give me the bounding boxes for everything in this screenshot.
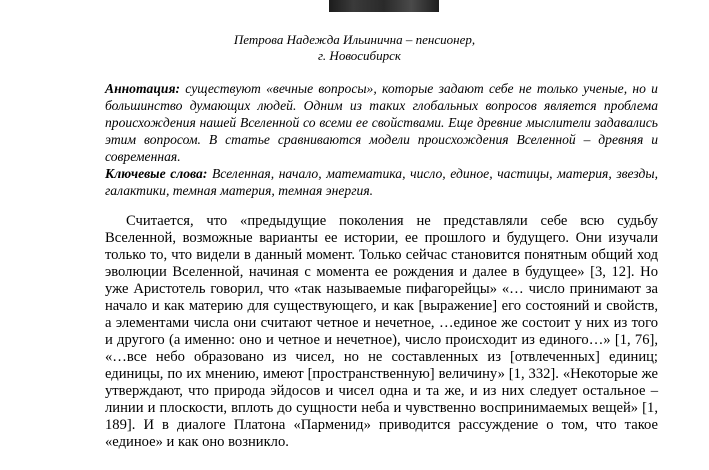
author-city: г. Новосибирск <box>318 48 401 63</box>
author-photo <box>329 0 439 12</box>
keywords-label: Ключевые слова: <box>105 166 208 181</box>
abstract-label: Аннотация: <box>105 81 180 96</box>
author-block <box>0 32 709 64</box>
keywords-text: Вселенная, начало, математика, число, единое, частицы, материя, звезды, галактики, темная материя, темная энергия. <box>105 166 658 198</box>
keywords <box>105 165 658 199</box>
author-name: Петрова Надежда Ильинична – пенсионер, <box>233 32 476 47</box>
abstract <box>105 80 658 165</box>
abstract-text: существуют «вечные вопросы», которые задают себе не только ученые, но и большинство думающих людей. Одним из таких глобальных вопросов является проблема происхождения нашей Вселенной со всеми ее свойствами. Еще древние мыслители задавались этим вопросом. В статье сравниваются модели происхождения Вселенной – древняя и современная. <box>105 81 658 164</box>
body-paragraph: Считается, что «предыдущие поколения не представляли себе всю судьбу Вселенной, возможные варианты ее истории, ее прошлого и будущего. Они изучали только то, что видели в данный момент. Только сейчас становится понятным общий ход эволюции Вселенной, начиная с момента ее рождения и далее в будущее» [3, 12]. Но уже Аристотель говорил, что «так называемые пифагорейцы» «… число принимают за начало и как материю для существующего, и как [выражение] его состояний и свойств, а элементами числа они считают четное и нечетное, …единое же состоит у них из того и другого (а именно: оно и четное и нечетное), число происходит из единого…» [1, 76], «…все небо образовано из чисел, но не составленных из [отвлеченных] единиц; единицы, по их мнению, имеют [пространственную] величину» [1, 332]. «Некоторые же утверждают, что природа эйдосов и чисел одна и та же, и из них следует остальное – линии и плоскости, вплоть до сущности неба и чувственно воспринимаемых вещей» [1, 189]. И в диалоге Платона «Парменид» приводится рассуждение о том, что такое «единое» и как оно возникло. <box>105 213 658 450</box>
